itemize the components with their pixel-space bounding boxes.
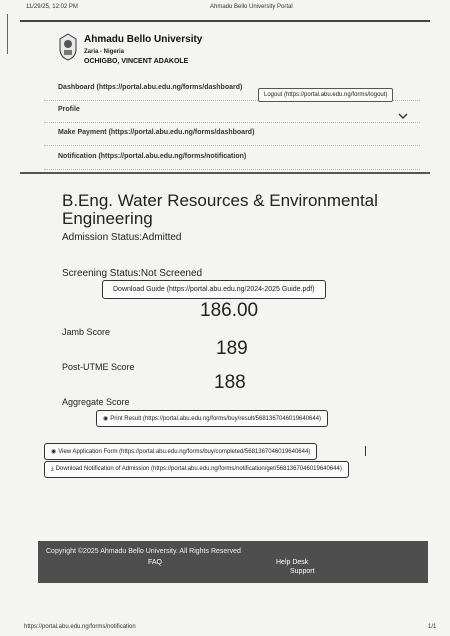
nav-notification-row — [44, 147, 420, 170]
jamb-score-value: 189 — [216, 338, 248, 359]
print-footer-url: https://portal.abu.edu.ng/forms/notification — [24, 624, 136, 630]
top-divider — [20, 20, 430, 22]
jamb-score-label: Jamb Score — [62, 327, 111, 337]
download-notification-button[interactable] — [44, 461, 349, 478]
print-datetime: 11/29/25, 12:02 PM — [26, 4, 78, 10]
nav-dashboard-link[interactable]: Dashboard (https://portal.abu.edu.ng/forms/dashboard) — [58, 84, 243, 91]
university-location: Zaria - Nigeria — [84, 49, 125, 55]
footer-copyright: Copyright ©2025 Ahmadu Bello University. All Rights Reserved — [46, 548, 241, 555]
download-notification-label: Download Notification of Admission (https://portal.abu.edu.ng/forms/notification/get/5681367046019640644) — [55, 466, 342, 472]
separator — [365, 446, 366, 456]
page-edge-mark — [7, 14, 8, 54]
university-name: Ahmadu Bello University — [84, 34, 203, 45]
university-logo-icon — [58, 33, 78, 61]
print-doc-title: Ahmadu Bello University Portal — [210, 4, 293, 10]
nav-notification-link[interactable]: Notification (https://portal.abu.edu.ng/forms/notification) — [58, 153, 247, 160]
site-footer — [38, 541, 428, 583]
admission-status: Admission Status:Admitted — [62, 232, 182, 243]
screening-status: Screening Status:Not Screened — [62, 268, 203, 279]
footer-faq-link[interactable]: FAQ — [148, 559, 163, 566]
nav-payment-row — [44, 123, 420, 146]
download-guide-button[interactable]: Download Guide (https://portal.abu.edu.ng/2024-2025 Guide.pdf) — [102, 280, 326, 299]
program-title: B.Eng. Water Resources & Environmental Engineering — [62, 191, 378, 228]
eye-icon: ◉ — [51, 449, 57, 455]
post-utme-score-value: 188 — [214, 372, 246, 393]
view-application-label: View Application Form (https://portal.abu.edu.ng/forms/buy/completed/5681367046019640644) — [58, 449, 311, 455]
aggregate-score-value: 186.00 — [200, 300, 259, 321]
nav-make-payment-link[interactable]: Make Payment (https://portal.abu.edu.ng/forms/dashboard) — [58, 129, 255, 136]
print-result-button[interactable] — [96, 410, 328, 427]
footer-help-desk-link[interactable]: Help Desk — [276, 559, 309, 566]
post-utme-score-label: Post-UTME Score — [62, 362, 135, 372]
logout-button[interactable]: Logout (https://portal.abu.edu.ng/forms/logout) — [258, 88, 393, 102]
download-icon: ⤓ — [51, 466, 54, 472]
nav-profile-row[interactable] — [44, 100, 420, 123]
nav-profile-label: Profile — [58, 106, 80, 113]
print-result-label: Print Result (https://portal.abu.edu.ng/forms/buy/result/5681367046019640644) — [110, 416, 322, 422]
eye-icon: ◉ — [103, 416, 109, 422]
user-name: OCHIGBO, VINCENT ADAKOLE — [84, 58, 189, 65]
content-divider — [20, 172, 430, 174]
aggregate-score-label: Aggregate Score — [62, 397, 130, 407]
view-application-button[interactable] — [44, 443, 317, 460]
print-page-count: 1/1 — [428, 624, 437, 630]
footer-support-link[interactable]: Support — [290, 568, 315, 575]
